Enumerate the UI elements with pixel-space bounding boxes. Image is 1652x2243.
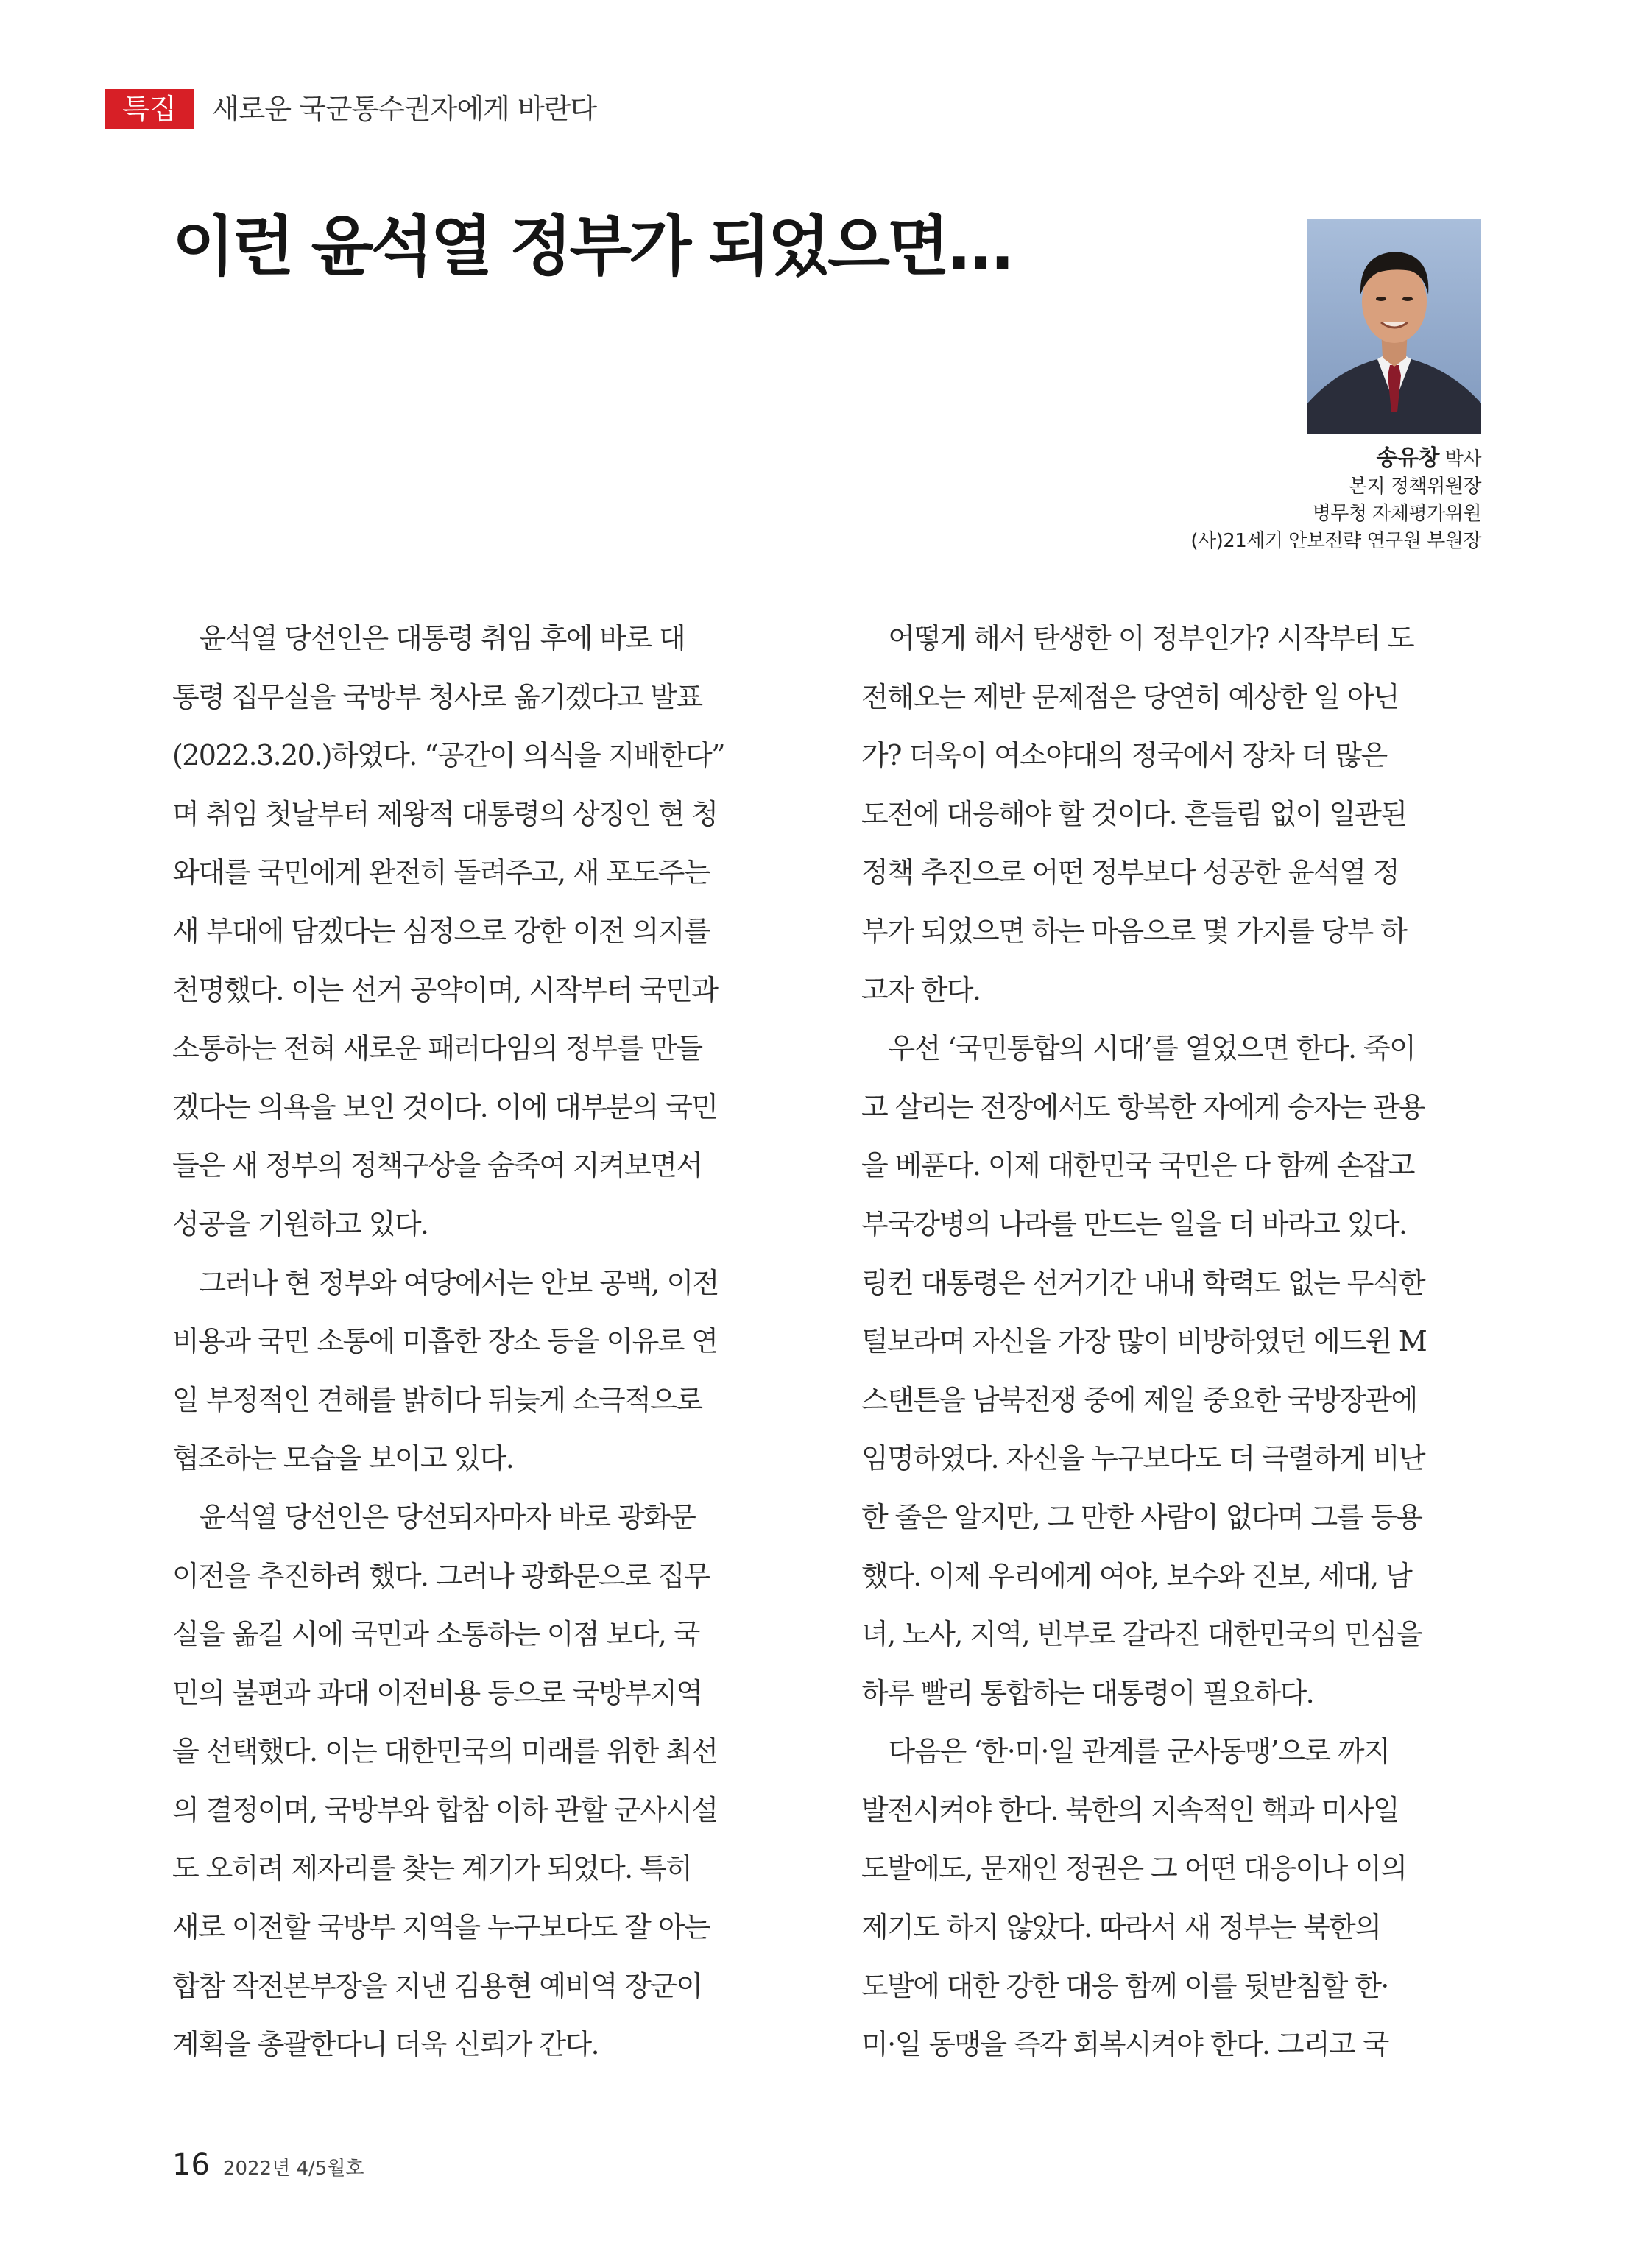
text-line: 고 살리는 전장에서도 항복한 자에게 승자는 관용 [861, 1090, 1425, 1123]
text-line: 천명했다. 이는 선거 공약이며, 시작부터 국민과 [172, 973, 718, 1006]
text-line: 소통하는 전혀 새로운 패러다임의 정부를 만들 [172, 1032, 702, 1065]
text-line: 며 취임 첫날부터 제왕적 대통령의 상징인 현 청 [172, 797, 718, 830]
text-line: 링컨 대통령은 선거기간 내내 학력도 없는 무식한 [861, 1266, 1425, 1299]
text-line: 고자 한다. [861, 973, 981, 1006]
text-line: 계획을 총괄한다니 더욱 신뢰가 간다. [172, 2028, 599, 2061]
text-line: 미·일 동맹을 즉각 회복시켜야 한다. 그리고 국 [861, 2028, 1388, 2061]
text-line: 겠다는 의욕을 보인 것이다. 이에 대부분의 국민 [172, 1090, 718, 1123]
text-line: 민의 불편과 과대 이전비용 등으로 국방부지역 [172, 1676, 702, 1709]
section-header [105, 89, 596, 129]
text-line: 전해오는 제반 문제점은 당연히 예상한 일 아닌 [861, 680, 1399, 713]
text-line: 한 줄은 알지만, 그 만한 사람이 없다며 그를 등용 [861, 1500, 1422, 1533]
text-line: 의 결정이며, 국방부와 합참 이하 관할 군사시설 [172, 1793, 718, 1826]
text-line: 을 베푼다. 이제 대한민국 국민은 다 함께 손잡고 [861, 1149, 1414, 1182]
page-number: 16 [172, 2148, 210, 2182]
article-column-right [861, 610, 1481, 2074]
section-badge: 특집 [105, 89, 194, 129]
text-line: 협조하는 모습을 보이고 있다. [172, 1442, 514, 1475]
text-line: 도전에 대응해야 할 것이다. 흔들림 없이 일관된 [861, 797, 1407, 830]
author-name-line [1190, 445, 1481, 473]
text-line: 임명하였다. 자신을 누구보다도 더 극렬하게 비난 [861, 1442, 1425, 1475]
text-line: 윤석열 당선인은 대통령 취임 후에 바로 대 [172, 622, 685, 654]
text-line: 새로 이전할 국방부 지역을 누구보다도 잘 아는 [172, 1911, 710, 1944]
text-line: 비용과 국민 소통에 미흡한 장소 등을 이유로 연 [172, 1325, 718, 1358]
text-line: 했다. 이제 우리에게 여야, 보수와 진보, 세대, 남 [861, 1559, 1412, 1592]
text-line: 부국강병의 나라를 만드는 일을 더 바라고 있다. [861, 1207, 1407, 1240]
article-headline: 이런 윤석열 정부가 되었으면... [172, 208, 1012, 284]
issue-label: 2022년 4/5월호 [222, 2158, 364, 2180]
text-line: 성공을 기원하고 있다. [172, 1207, 428, 1240]
text-line: 우선 ‘국민통합의 시대’를 열었으면 한다. 죽이 [861, 1032, 1416, 1065]
author-affiliation: 본지 정책위원장 [1348, 476, 1481, 498]
author-portrait-icon [1307, 219, 1481, 434]
text-line: 을 선택했다. 이는 대한민국의 미래를 위한 최선 [172, 1735, 718, 1768]
text-line: 부가 되었으면 하는 마음으로 몇 가지를 당부 하 [861, 914, 1407, 947]
text-line: 발전시켜야 한다. 북한의 지속적인 핵과 미사일 [861, 1793, 1399, 1826]
text-line: 일 부정적인 견해를 밝히다 뒤늦게 소극적으로 [172, 1383, 702, 1416]
section-title: 새로운 국군통수권자에게 바란다 [212, 93, 597, 125]
text-line: 새 부대에 담겠다는 심정으로 강한 이전 의지를 [172, 914, 710, 947]
author-title: 박사 [1444, 448, 1481, 470]
text-line: 그러나 현 정부와 여당에서는 안보 공백, 이전 [172, 1266, 719, 1299]
text-line: 정책 추진으로 어떤 정부보다 성공한 윤석열 정 [861, 856, 1399, 889]
text-line: 스탠튼을 남북전쟁 중에 제일 중요한 국방장관에 [861, 1383, 1417, 1416]
author-affiliation: 병무청 자체평가위원 [1312, 503, 1481, 525]
text-line: 들은 새 정부의 정책구상을 숨죽여 지켜보면서 [172, 1149, 702, 1182]
text-line: 합참 작전본부장을 지낸 김용현 예비역 장군이 [172, 1969, 702, 2002]
article-column-left [172, 610, 792, 2074]
text-line: 어떻게 해서 탄생한 이 정부인가? 시작부터 도 [861, 622, 1413, 654]
text-line: 와대를 국민에게 완전히 돌려주고, 새 포도주는 [172, 856, 710, 889]
page-footer [172, 2148, 364, 2182]
author-affiliation: (사)21세기 안보전략 연구원 부원장 [1190, 530, 1481, 552]
text-line: 도 오히려 제자리를 찾는 계기가 되었다. 특히 [172, 1852, 692, 1885]
text-line: 윤석열 당선인은 당선되자마자 바로 광화문 [172, 1500, 696, 1533]
text-line: 녀, 노사, 지역, 빈부로 갈라진 대한민국의 민심을 [861, 1618, 1422, 1651]
text-line: 가? 더욱이 여소야대의 정국에서 장차 더 많은 [861, 739, 1387, 772]
author-name: 송유창 [1376, 445, 1439, 471]
text-line: 실을 옮길 시에 국민과 소통하는 이점 보다, 국 [172, 1618, 699, 1651]
text-line: 도발에도, 문재인 정권은 그 어떤 대응이나 이의 [861, 1852, 1407, 1885]
author-info [1190, 445, 1481, 555]
text-line: 이전을 추진하려 했다. 그러나 광화문으로 집무 [172, 1559, 710, 1592]
text-line: 다음은 ‘한·미·일 관계를 군사동맹’으로 까지 [861, 1735, 1390, 1768]
text-line: 털보라며 자신을 가장 많이 비방하였던 에드윈 M [861, 1325, 1427, 1358]
text-line: 통령 집무실을 국방부 청사로 옮기겠다고 발표 [172, 680, 702, 713]
author-photo [1307, 219, 1481, 434]
text-line: 하루 빨리 통합하는 대통령이 필요하다. [861, 1676, 1314, 1709]
text-line: 도발에 대한 강한 대응 함께 이를 뒷받침할 한· [861, 1969, 1388, 2002]
text-line: (2022.3.20.)하였다. “공간이 의식을 지배한다” [172, 739, 724, 772]
text-line: 제기도 하지 않았다. 따라서 새 정부는 북한의 [861, 1911, 1381, 1944]
